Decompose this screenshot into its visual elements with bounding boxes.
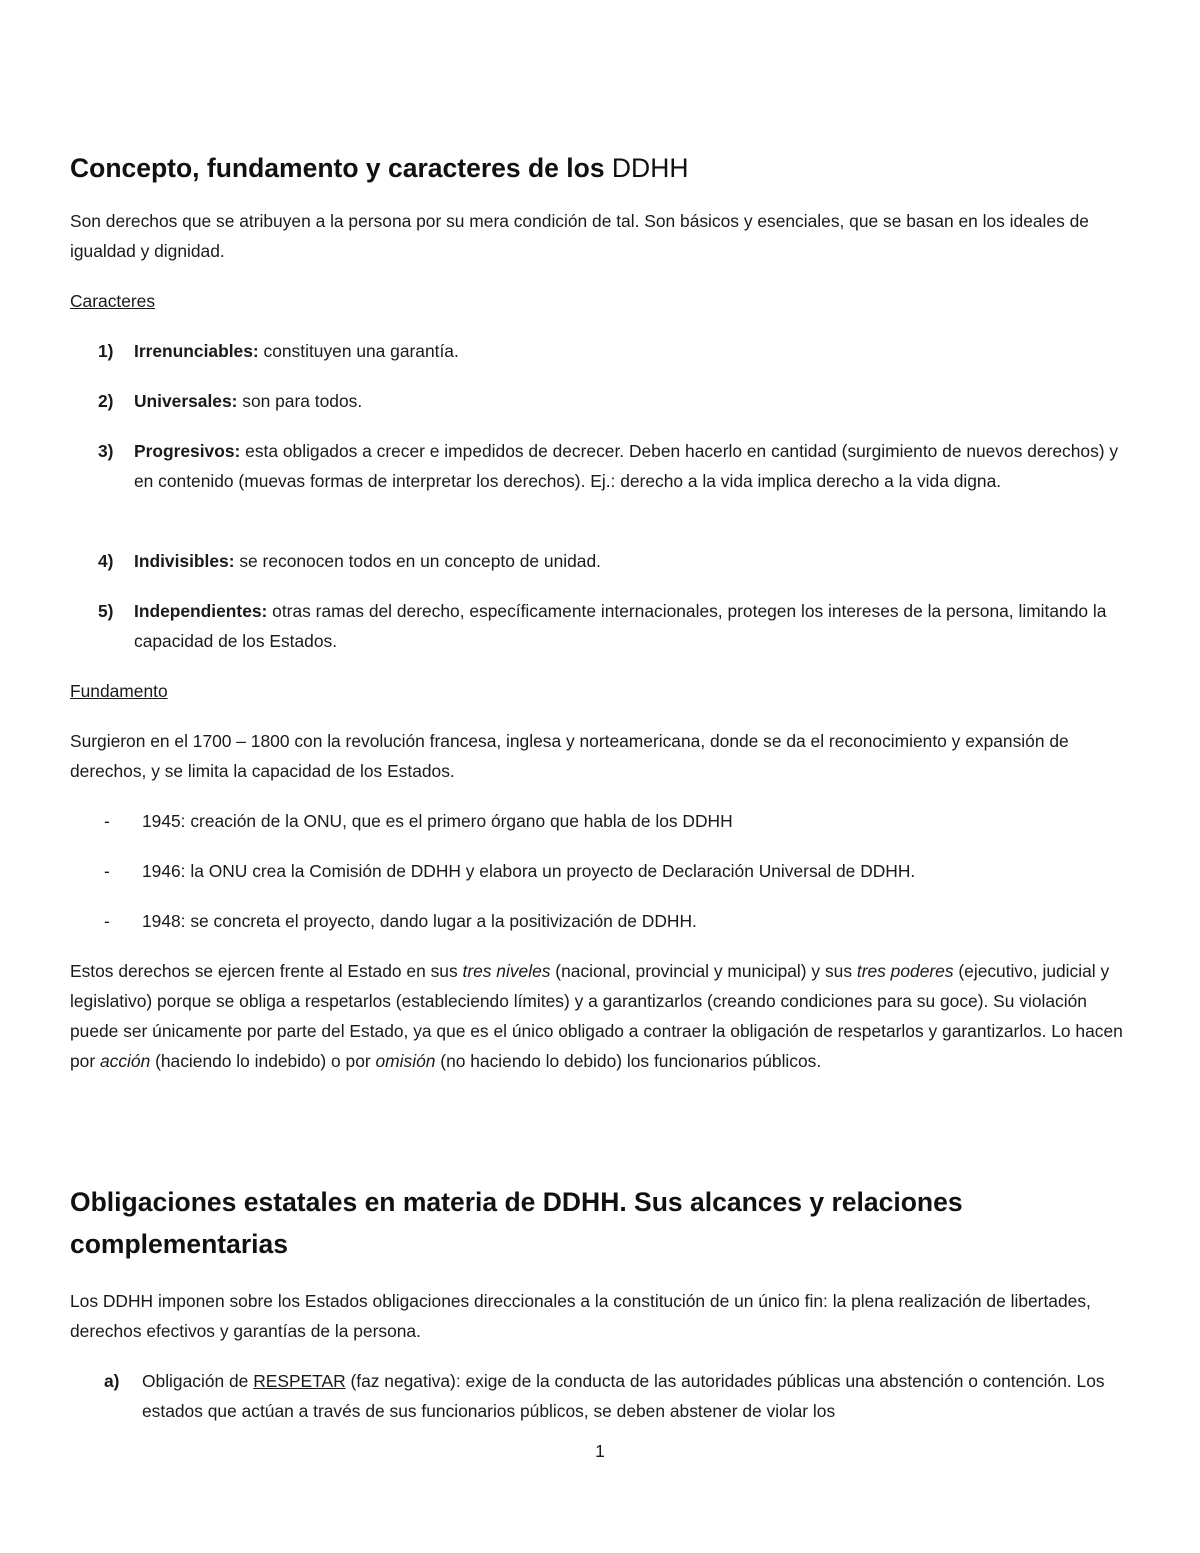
list-marker: - [104,811,110,831]
caracter-text: son para todos. [237,391,363,411]
caracter-text: constituyen una garantía. [258,341,459,361]
timeline-text: 1945: creación de la ONU, que es el primero órgano que habla de los DDHH [142,811,733,831]
list-marker: 3) [98,441,114,461]
obligaciones-intro: Los DDHH imponen sobre los Estados obligaciones direccionales a la constitución de un único fin: la plena realización de libertades, derechos efectivos y garantías de la persona. [70,1291,1091,1341]
caracter-item [70,336,1130,366]
closing-text: Estos derechos se ejercen frente al Estado en sus [70,961,463,981]
obligacion-text: (faz negativa): exige de la conducta de las autoridades públicas una abstención o contención. Los estados que actúan a través de sus funcionarios públicos, se deben abstener de violar los [142,1371,1105,1421]
closing-emphasis: tres niveles [462,961,551,981]
list-marker: 1) [98,341,114,361]
fundamento-paragraph: Surgieron en el 1700 – 1800 con la revolución francesa, inglesa y norteamericana, donde se da el reconocimiento y expansión de derechos, y se limita la capacidad de los Estados. [70,731,1069,781]
caracter-item [70,386,1130,416]
intro-paragraph: Son derechos que se atribuyen a la persona por su mera condición de tal. Son básicos y esenciales, que se basan en los ideales de igualdad y dignidad. [70,211,1089,261]
list-marker: - [104,911,110,931]
closing-text: (ejecutivo, judicial y legislativo) porque se obliga a respetarlos (estableciendo límites) y a garantizarlos (creando condiciones para su goce). Su violación puede ser únicamente por parte del Estado, ya que es el único obligado a contraer la obligación de respetarlos y garantizarlos. Lo hacen por [70,961,1123,1071]
list-marker: a) [104,1371,120,1391]
list-marker: 4) [98,551,114,571]
caracter-item [70,436,1130,496]
closing-emphasis: tres poderes [856,961,954,981]
caracter-item [70,596,1130,656]
closing-text: (no haciendo lo debido) los funcionarios públicos. [435,1051,822,1071]
list-marker: - [104,861,110,881]
caracter-text: otras ramas del derecho, específicamente internacionales, protegen los intereses de la persona, limitando la capacidad de los Estados. [134,601,1107,651]
timeline-item [70,906,1130,936]
caracter-term: Universales: [134,391,238,411]
section-title-obligaciones: Obligaciones estatales en materia de DDHH. Sus alcances y relaciones complementarias [70,1187,963,1259]
caracter-term: Indivisibles: [134,551,235,571]
caracter-text: se reconocen todos en un concepto de unidad. [234,551,601,571]
obligacion-item [70,1366,1130,1426]
timeline-text: 1948: se concreta el proyecto, dando lugar a la positivización de DDHH. [142,911,697,931]
section-title-text: Concepto, fundamento y caracteres de los [70,153,612,183]
caracter-item [70,546,1130,576]
obligacion-keyword: RESPETAR [253,1371,346,1391]
list-marker: 2) [98,391,114,411]
closing-text: (nacional, provincial y municipal) y sus [550,961,857,981]
section-title-tail: DDHH [611,153,689,183]
document-page [70,0,1130,1553]
closing-paragraph [70,956,1130,1076]
caracter-term: Independientes: [134,601,268,621]
list-marker: 5) [98,601,114,621]
closing-text: (haciendo lo indebido) o por [150,1051,376,1071]
page-number: 1 [595,1441,605,1461]
section-title-concepto [70,151,688,185]
closing-emphasis: acción [99,1051,151,1071]
caracter-term: Irrenunciables: [134,341,259,361]
timeline-text: 1946: la ONU crea la Comisión de DDHH y elabora un proyecto de Declaración Universal de DDHH. [142,861,916,881]
timeline-item [70,806,1130,836]
closing-emphasis: omisión [375,1051,436,1071]
caracter-text: esta obligados a crecer e impedidos de decrecer. Deben hacerlo en cantidad (surgimiento de nuevos derechos) y en contenido (muevas formas de interpretar los derechos). Ej.: derecho a la vida implica derecho a la vida digna. [134,441,1119,491]
timeline-item [70,856,1130,886]
fundamento-heading: Fundamento [70,681,168,701]
caracter-term: Progresivos: [134,441,241,461]
caracteres-heading: Caracteres [70,291,156,311]
obligacion-text: Obligación de [142,1371,254,1391]
